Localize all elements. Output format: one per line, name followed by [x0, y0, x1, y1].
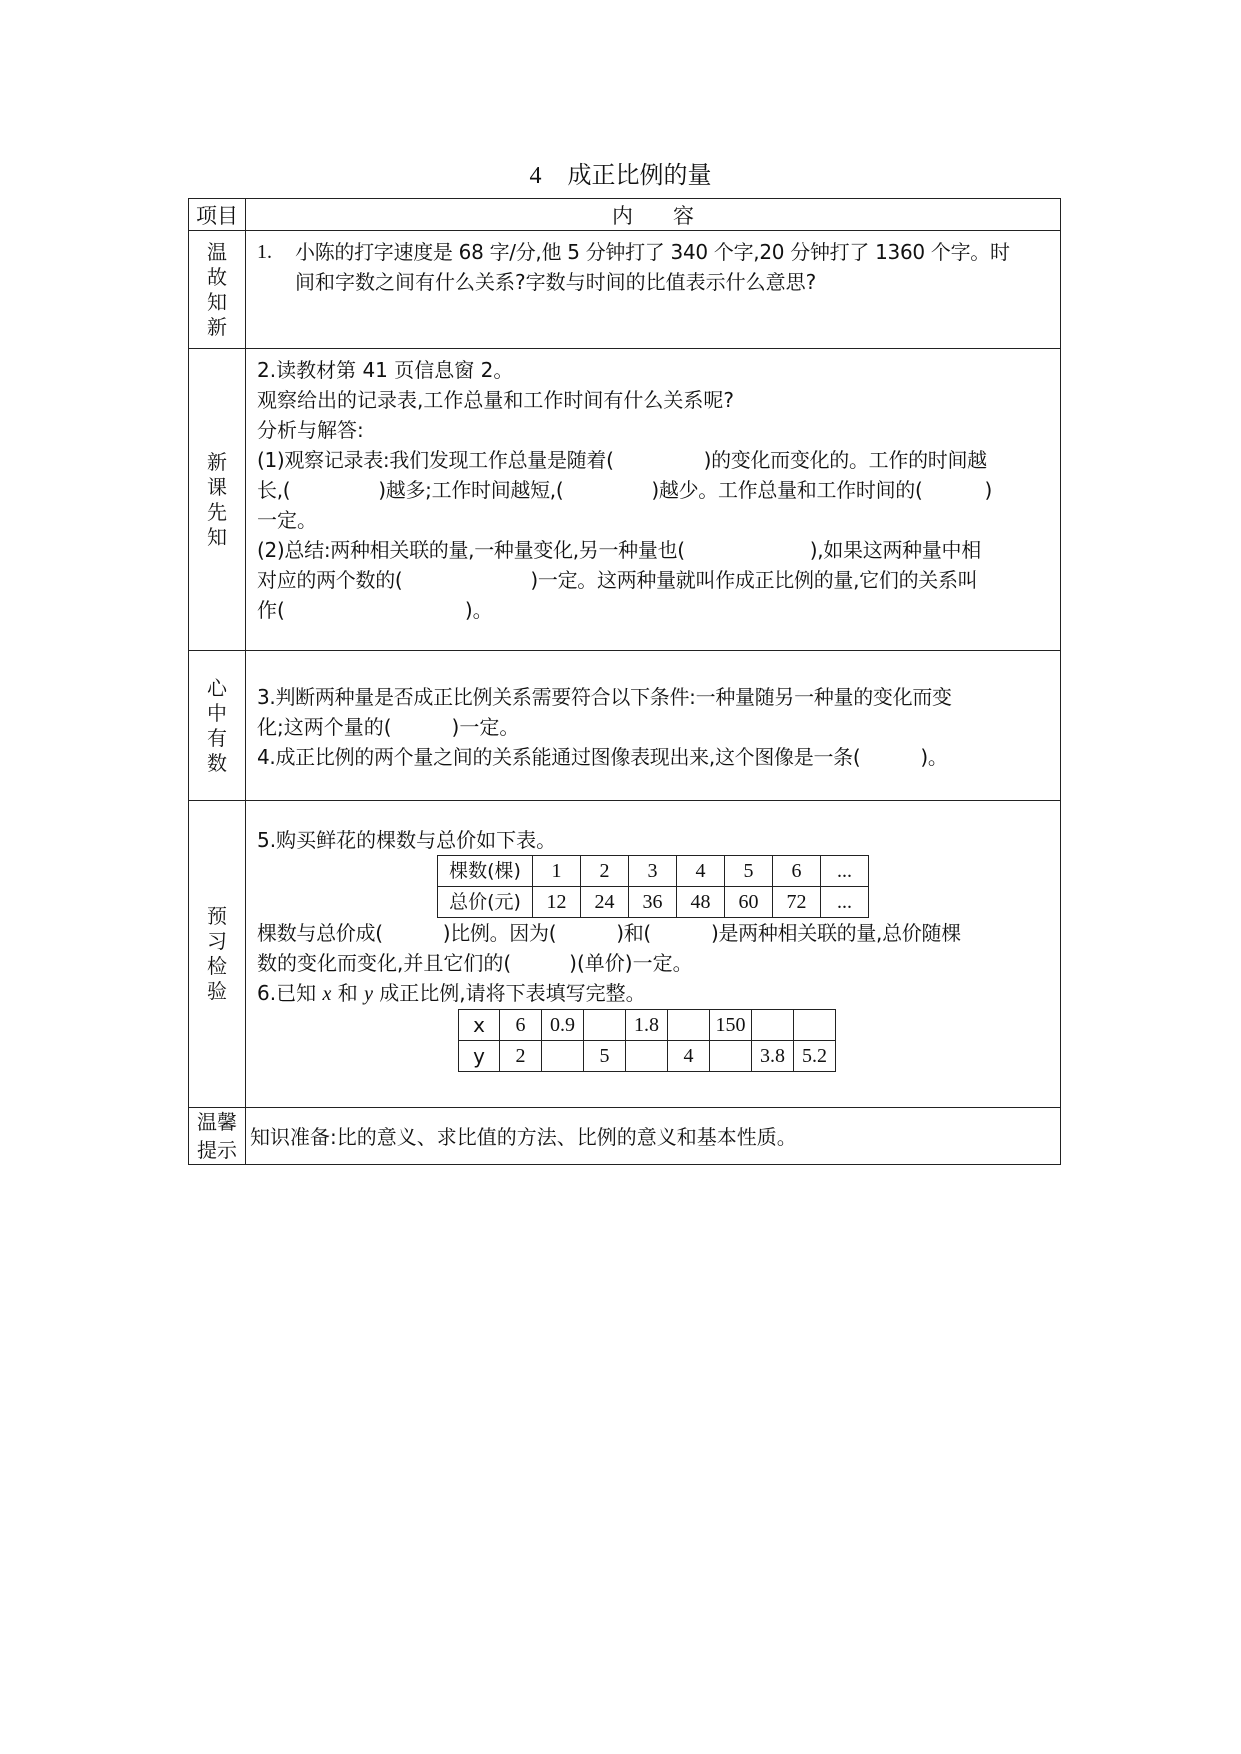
q5-line2: 棵数与总价成( )比例。因为( )和( )是两种相关联的量,总价随棵 — [257, 921, 961, 945]
flower-price-row — [438, 887, 869, 918]
q2-line6: 一定。 — [257, 508, 317, 532]
y-cell[interactable] — [542, 1041, 584, 1072]
q6-line: 6.已知 x 和 y 成正比例,请将下表填写完整。 — [257, 981, 646, 1005]
xy-table — [458, 1009, 836, 1072]
y-label: y — [459, 1041, 500, 1072]
q2-line4: (1)观察记录表:我们发现工作总量是随着( )的变化而变化的。工作的时间越 — [257, 448, 987, 472]
var-x: x — [322, 983, 332, 1005]
title-number: 4 — [529, 163, 542, 189]
flower-count-cell: 3 — [629, 856, 677, 887]
flower-count-cell: 4 — [677, 856, 725, 887]
y-cell[interactable]: 5 — [584, 1041, 626, 1072]
flower-count-header: 棵数(棵) — [438, 856, 533, 887]
y-cell[interactable]: 5.2 — [794, 1041, 836, 1072]
q3-line1: 3.判断两种量是否成正比例关系需要符合以下条件:一种量随另一种量的变化而变 — [257, 684, 952, 709]
flower-count-cell: 5 — [725, 856, 773, 887]
x-cell[interactable]: 0.9 — [542, 1010, 584, 1041]
question-1 — [257, 237, 1050, 297]
y-cell[interactable]: 4 — [668, 1041, 710, 1072]
section-tips — [189, 1108, 1061, 1165]
worksheet-table — [188, 198, 1061, 1165]
q2-line2: 观察给出的记录表,工作总量和工作时间有什么关系呢? — [257, 388, 734, 412]
flower-price-cell: 36 — [629, 887, 677, 918]
title-text: 成正比例的量 — [567, 161, 712, 189]
section-review — [189, 231, 1061, 349]
q3-line2: 化;这两个量的( )一定。 — [257, 714, 520, 739]
q2-line1: 2.读教材第 41 页信息窗 2。 — [257, 358, 514, 382]
question-1-number: 1. — [257, 241, 272, 263]
flower-price-cell: ... — [821, 887, 869, 918]
y-row — [459, 1041, 836, 1072]
q2-line5: 长,( )越多;工作时间越短,( )越少。工作总量和工作时间的( ) — [257, 478, 992, 502]
header-row — [189, 199, 1061, 231]
section-check — [189, 651, 1061, 801]
q2-line7: (2)总结:两种相关联的量,一种量变化,另一种量也( ),如果这两种量中相 — [257, 538, 981, 562]
q2-line8: 对应的两个数的( )一定。这两种量就叫作成正比例的量,它们的关系叫 — [257, 568, 978, 592]
flower-count-cell: 1 — [533, 856, 581, 887]
x-cell[interactable] — [668, 1010, 710, 1041]
x-cell[interactable] — [794, 1010, 836, 1041]
section-preview-label: 新课先知 — [207, 449, 227, 549]
question-1-line1: 小陈的打字速度是 68 字/分,他 5 分钟打了 340 个字,20 分钟打了 1360 个字。时 — [295, 240, 1010, 264]
q2-line9: 作( )。 — [257, 598, 493, 622]
flower-price-table — [437, 855, 869, 918]
q5-line: 5.购买鲜花的棵数与总价如下表。 — [257, 828, 557, 852]
flower-price-cell: 12 — [533, 887, 581, 918]
y-cell[interactable]: 2 — [500, 1041, 542, 1072]
section-review-label: 温故知新 — [207, 239, 227, 339]
var-y: y — [364, 983, 373, 1005]
flower-price-cell: 72 — [773, 887, 821, 918]
header-content-a: 内 — [612, 203, 633, 228]
flower-count-cell: 2 — [581, 856, 629, 887]
flower-price-header: 总价(元) — [438, 887, 533, 918]
section-pretest — [189, 801, 1061, 1108]
flower-price-cell: 48 — [677, 887, 725, 918]
x-label: x — [459, 1010, 500, 1041]
section-tips-label: 温馨 提示 — [197, 1110, 237, 1162]
flower-price-cell: 24 — [581, 887, 629, 918]
x-cell[interactable] — [752, 1010, 794, 1041]
x-cell[interactable]: 6 — [500, 1010, 542, 1041]
flower-count-row — [438, 856, 869, 887]
y-cell[interactable]: 3.8 — [752, 1041, 794, 1072]
x-cell[interactable]: 1.8 — [626, 1010, 668, 1041]
section-preview — [189, 349, 1061, 651]
page-title — [0, 160, 1241, 191]
flower-count-cell: 6 — [773, 856, 821, 887]
flower-price-cell: 60 — [725, 887, 773, 918]
question-1-line2: 间和字数之间有什么关系?字数与时间的比值表示什么意思? — [295, 270, 817, 294]
header-content-b: 容 — [673, 203, 694, 228]
x-cell[interactable] — [584, 1010, 626, 1041]
x-cell[interactable]: 150 — [710, 1010, 752, 1041]
section-check-label: 心中有数 — [207, 675, 227, 775]
q5-line3: 数的变化而变化,并且它们的( )(单价)一定。 — [257, 951, 693, 975]
flower-count-cell: ... — [821, 856, 869, 887]
x-row — [459, 1010, 836, 1041]
q2-line3: 分析与解答: — [257, 418, 364, 442]
header-project: 项目 — [189, 199, 246, 231]
tips-text: 知识准备:比的意义、求比值的方法、比例的意义和基本性质。 — [250, 1125, 797, 1149]
y-cell[interactable] — [710, 1041, 752, 1072]
y-cell[interactable] — [626, 1041, 668, 1072]
header-content — [246, 199, 1061, 231]
q4-line: 4.成正比例的两个量之间的关系能通过图像表现出来,这个图像是一条( )。 — [257, 744, 948, 769]
section-pretest-label: 预习检验 — [207, 904, 227, 1003]
